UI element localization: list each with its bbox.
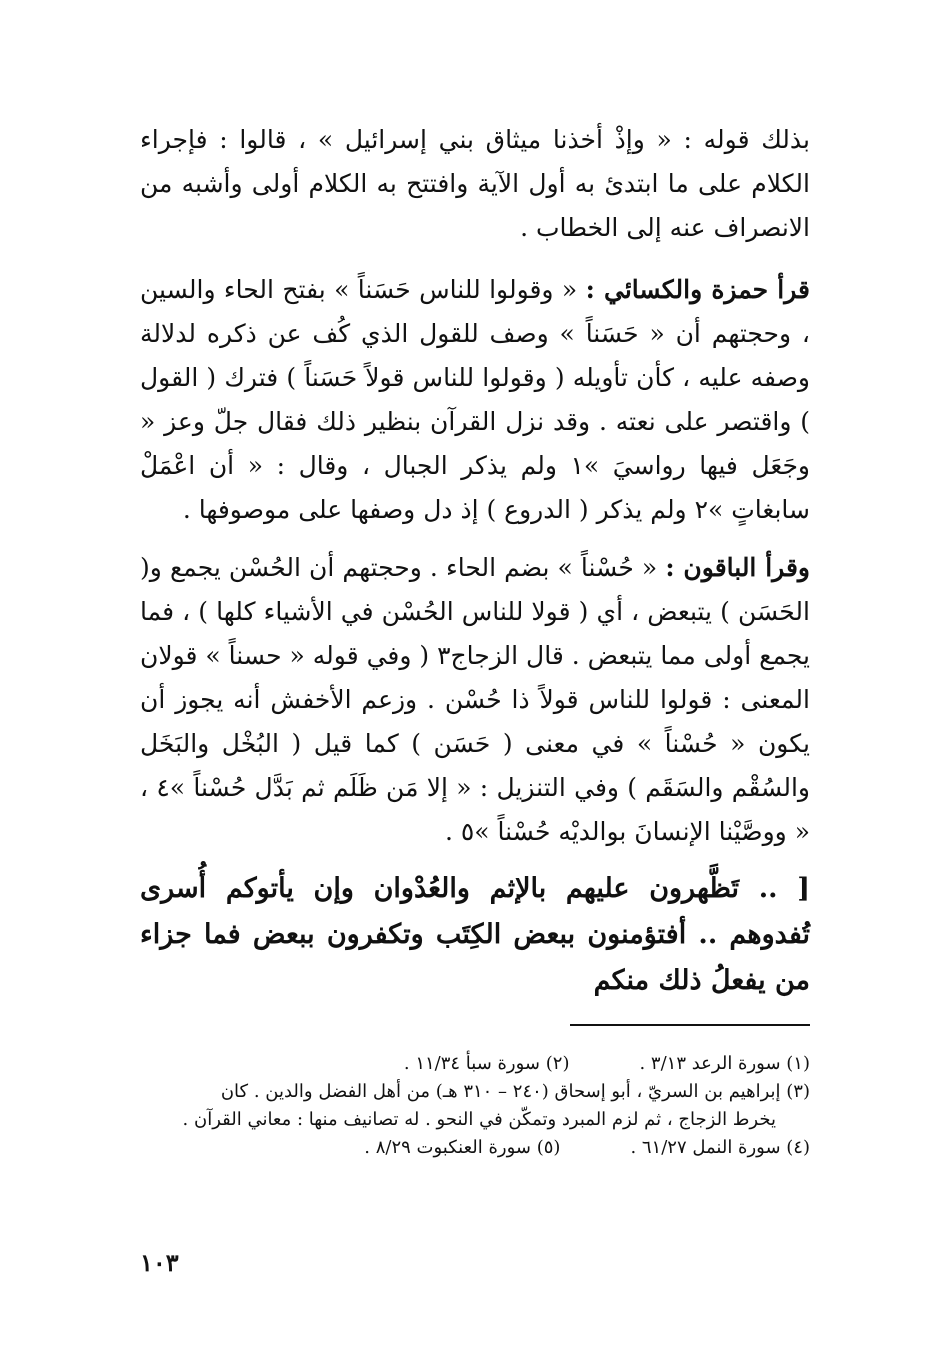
footnote-1: (١) سورة الرعد ٣/١٣ . [639,1053,810,1074]
paragraph-3 [140,546,810,854]
footnote-3: (٣) إبراهيم بن السريّ ، أبو إسحاق (٢٤٠ – ٣١٠ هـ) من أهل الفضل والدين . كان [220,1081,810,1102]
p1-line-1: بذلك قوله : « وإذْ أخذنا ميثاق بني إسرائيل » ، قالوا : فإجراء الكلام [140,125,810,198]
p2-line-1: « وقولوا للناس حَسَناً » بفتح الحاء والسين ، [140,275,810,348]
p3-line-5: في معنى ( حَسَن ) كما قيل ( البُخْل والبَخَل والسُقْم والسَقَم ) وفي [140,729,810,802]
paragraph-1 [140,118,810,250]
p3-line-4: قولوا للناس قولاً ذا حُسْن . وزعم الأخفش أنه يجوز أن يكون « حُسْناً » [140,685,810,758]
p3-line-6: التنزيل : « إلا مَن ظَلَم ثم بَدَّل حُسْناً »٤ ، « ووصَّيْنا الإنسانَ بوالديْه [140,773,810,846]
page-number: ١٠٣ [140,1248,179,1277]
p1-line-2: على ما ابتدئ به أول الآية وافتتح به الكلام أولى وأشبه من الانصراف [140,169,810,242]
footnote-divider [570,1024,810,1026]
verse-line-2: أفتؤمنون ببعض الكِتَب وتكفرون ببعض فما جزاء من يفعلُ ذلك منكم [140,919,810,996]
paragraph-2 [140,268,810,532]
verse-line-1: [ .. تَظَّهرون عليهم بالإثم والعُدْوان وإن يأتوكم أُسرى تُفدوهم .. [140,873,810,950]
p3-line-1: « حُسْناً » بضم الحاء . وحجتهم أن الحُسْن يجمع [169,553,658,582]
p2-line-3: عليه ، كأن تأويله ( وقولوا للناس قولاً حَسَناً ) فترك ( القول ) واقتصر [140,363,811,436]
p1-line-3: عنه إلى الخطاب . [520,213,706,242]
p3-line-3: فما يجمع أولى مما يتبعض . قال الزجاج٣ ( وفي قوله « حسناً » قولان المعنى : [139,597,810,714]
footnote-3-continued: يخرط الزجاج ، ثم لزم المبرد وتمكّن في النحو . له تصانيف منها : معاني القرآن . [182,1109,776,1130]
p3-line-7: حُسْناً »٥ . [444,817,551,846]
p2-line-4: على نعته . وقد نزل القرآن بنظير ذلك فقال جلّ وعز « وجَعَل فيها [140,407,810,480]
p2-line-6: ( الدروع ) إذ دل وصفها على موصوفها . [182,495,589,524]
footnote-5: (٥) سورة العنكبوت ٨/٢٩ . [364,1137,561,1158]
p3-lead: وقرأ الباقون : [665,553,811,582]
p2-line-5: رواسيَ »١ ولم يذكر الجبال ، وقال : « أن اعْمَلْ سابغاتٍ »٢ ولم يذكر [140,451,810,524]
p3-line-2: و( الحَسَن ) يتبعض ، أي ( قولا للناس الحُسْن في الأشياء كلها ) ، [140,553,810,626]
p2-line-2: وحجتهم أن « حَسَناً » وصف للقول الذي كُف عن ذكره لدلالة وصفه [140,319,810,392]
footnote-2: (٢) سورة سبأ ١١/٣٤ . [403,1053,570,1074]
footnotes [140,1050,810,1162]
quranic-verse [140,866,810,1004]
footnote-row-2 [140,1134,810,1162]
p2-lead: قرأ حمزة والكسائي : [585,275,810,304]
book-page [140,118,810,1363]
footnote-row-1 [140,1050,810,1078]
footnote-4: (٤) سورة النمل ٦١/٢٧ . [630,1137,810,1158]
